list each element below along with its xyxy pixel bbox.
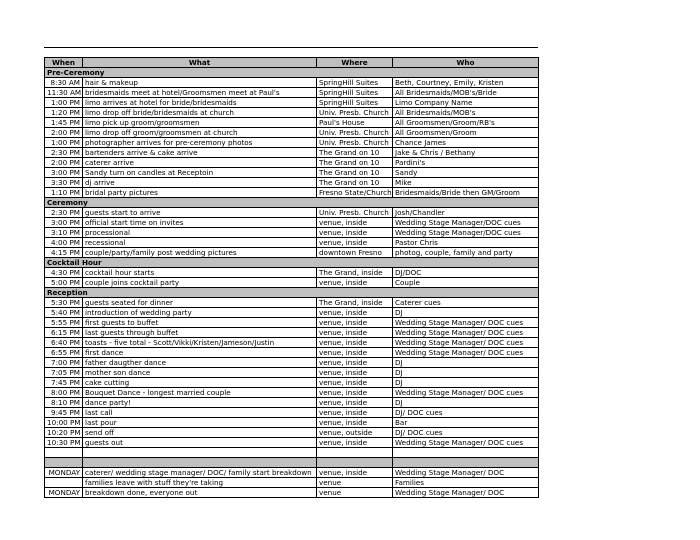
table-row: [45, 468, 539, 478]
cell-who: Wedding Stage Manager/DOC cues: [393, 228, 539, 238]
cell-where: downtown Fresno: [317, 248, 393, 258]
cell-when: [45, 478, 83, 488]
cell-when: 10:00 PM: [45, 418, 83, 428]
cell-where: venue, inside: [317, 358, 393, 368]
table-row: [45, 78, 539, 88]
cell-what: processional: [83, 228, 317, 238]
table-row: [45, 408, 539, 418]
blank-cell: [317, 458, 393, 468]
cell-what: recessional: [83, 238, 317, 248]
cell-what: first guests to buffet: [83, 318, 317, 328]
cell-what: bridesmaids meet at hotel/Groomsmen meet at Paul's: [83, 88, 317, 98]
cell-where: venue, inside: [317, 308, 393, 318]
table-row: [45, 268, 539, 278]
table-row: [45, 418, 539, 428]
cell-who: DJ: [393, 358, 539, 368]
cell-where: Fresno State/Church: [317, 188, 393, 198]
cell-where: SpringHill Suites: [317, 88, 393, 98]
cell-when: 3:10 PM: [45, 228, 83, 238]
table-row: [45, 248, 539, 258]
cell-who: Wedding Stage Manager/ DOC: [393, 468, 539, 478]
cell-where: The Grand on 10: [317, 158, 393, 168]
schedule-table: [44, 57, 539, 498]
cell-when: MONDAY: [45, 468, 83, 478]
cell-when: 7:45 PM: [45, 378, 83, 388]
table-row: [45, 128, 539, 138]
cell-when: 8:10 PM: [45, 398, 83, 408]
cell-when: 7:05 PM: [45, 368, 83, 378]
cell-who: Josh/Chandler: [393, 208, 539, 218]
cell-what: dj arrive: [83, 178, 317, 188]
cell-who: Wedding Stage Manager/ DOC cues: [393, 348, 539, 358]
cell-when: 2:00 PM: [45, 158, 83, 168]
table-row: [45, 438, 539, 448]
cell-who: Wedding Stage Manager/ DOC cues: [393, 388, 539, 398]
cell-where: venue, inside: [317, 418, 393, 428]
section-row: [45, 198, 539, 208]
cell-when: 7:00 PM: [45, 358, 83, 368]
spacer-cell: [45, 448, 83, 458]
cell-what: dance party!: [83, 398, 317, 408]
cell-where: The Grand on 10: [317, 178, 393, 188]
cell-who: Mike: [393, 178, 539, 188]
cell-where: SpringHill Suites: [317, 98, 393, 108]
cell-who: Families: [393, 478, 539, 488]
cell-who: Bar: [393, 418, 539, 428]
cell-when: 4:00 PM: [45, 238, 83, 248]
cell-when: 1:10 PM: [45, 188, 83, 198]
cell-when: 5:40 PM: [45, 308, 83, 318]
cell-what: last pour: [83, 418, 317, 428]
cell-where: Univ. Presb. Church: [317, 108, 393, 118]
table-row: [45, 388, 539, 398]
header-row: [45, 58, 539, 68]
cell-when: 3:30 PM: [45, 178, 83, 188]
cell-who: Wedding Stage Manager/ DOC cues: [393, 318, 539, 328]
schedule-sheet: [44, 47, 538, 498]
cell-when: 2:30 PM: [45, 208, 83, 218]
cell-when: 3:00 PM: [45, 218, 83, 228]
cell-where: venue, inside: [317, 228, 393, 238]
cell-where: venue, inside: [317, 278, 393, 288]
section-row: [45, 258, 539, 268]
spacer-row: [45, 448, 539, 458]
cell-who: DJ: [393, 308, 539, 318]
cell-what: hair & makeup: [83, 78, 317, 88]
cell-what: breakdown done, everyone out: [83, 488, 317, 498]
cell-when: 6:40 PM: [45, 338, 83, 348]
cell-where: venue, inside: [317, 408, 393, 418]
cell-who: Wedding Stage Manager/ DOC cues: [393, 438, 539, 448]
blank-cell: [45, 458, 83, 468]
cell-who: Wedding Stage Manager/ DOC cues: [393, 338, 539, 348]
cell-where: Paul's House: [317, 118, 393, 128]
blank-cell: [83, 458, 317, 468]
cell-where: venue: [317, 478, 393, 488]
cell-who: DJ/ DOC cues: [393, 408, 539, 418]
table-row: [45, 488, 539, 498]
table-row: [45, 318, 539, 328]
cell-what: limo pick up groom/groomsmen: [83, 118, 317, 128]
table-row: [45, 348, 539, 358]
cell-when: 5:00 PM: [45, 278, 83, 288]
table-row: [45, 108, 539, 118]
cell-who: Pardini's: [393, 158, 539, 168]
cell-where: venue, inside: [317, 368, 393, 378]
cell-what: mother son dance: [83, 368, 317, 378]
table-row: [45, 478, 539, 488]
header-what: What: [83, 58, 317, 68]
table-row: [45, 278, 539, 288]
table-row: [45, 378, 539, 388]
cell-what: photographer arrives for pre-ceremony photos: [83, 138, 317, 148]
cell-what: Bouquet Dance - longest married couple: [83, 388, 317, 398]
cell-where: venue, inside: [317, 388, 393, 398]
spacer-cell: [317, 448, 393, 458]
cell-when: 10:20 PM: [45, 428, 83, 438]
cell-when: 2:30 PM: [45, 148, 83, 158]
blank-row: [45, 458, 539, 468]
cell-what: limo arrives at hotel for bride/bridesmaids: [83, 98, 317, 108]
cell-what: introduction of wedding party: [83, 308, 317, 318]
table-row: [45, 228, 539, 238]
cell-who: DJ/ DOC cues: [393, 428, 539, 438]
header-where: Where: [317, 58, 393, 68]
cell-where: venue, inside: [317, 318, 393, 328]
table-row: [45, 398, 539, 408]
table-row: [45, 328, 539, 338]
cell-what: cake cutting: [83, 378, 317, 388]
top-rule: [44, 47, 538, 48]
cell-when: 4:30 PM: [45, 268, 83, 278]
cell-where: venue, inside: [317, 238, 393, 248]
table-row: [45, 208, 539, 218]
cell-who: Wedding Stage Manager/ DOC: [393, 488, 539, 498]
cell-who: Chance James: [393, 138, 539, 148]
cell-who: Beth, Courtney, Emily, Kristen: [393, 78, 539, 88]
cell-what: bartenders arrive & cake arrive: [83, 148, 317, 158]
table-row: [45, 168, 539, 178]
table-row: [45, 428, 539, 438]
cell-what: guests seated for dinner: [83, 298, 317, 308]
cell-where: venue: [317, 488, 393, 498]
section-row: [45, 288, 539, 298]
cell-where: venue, inside: [317, 328, 393, 338]
cell-what: limo drop off groom/groomsmen at church: [83, 128, 317, 138]
cell-what: caterer arrive: [83, 158, 317, 168]
table-row: [45, 358, 539, 368]
table-row: [45, 368, 539, 378]
cell-what: last guests through buffet: [83, 328, 317, 338]
cell-when: 6:55 PM: [45, 348, 83, 358]
cell-when: MONDAY: [45, 488, 83, 498]
spacer-cell: [83, 448, 317, 458]
cell-when: 9:45 PM: [45, 408, 83, 418]
cell-who: All Groomsmen/Groom/RB's: [393, 118, 539, 128]
cell-where: venue, inside: [317, 338, 393, 348]
table-row: [45, 298, 539, 308]
cell-who: All Groomsmen/Groom: [393, 128, 539, 138]
cell-when: 10:30 PM: [45, 438, 83, 448]
table-row: [45, 138, 539, 148]
cell-who: DJ: [393, 398, 539, 408]
cell-where: venue, inside: [317, 438, 393, 448]
section-label: Reception: [45, 288, 539, 298]
cell-what: last call: [83, 408, 317, 418]
cell-who: Bridesmaids/Bride then GM/Groom: [393, 188, 539, 198]
cell-who: Wedding Stage Manager/DOC cues: [393, 218, 539, 228]
table-row: [45, 338, 539, 348]
cell-who: All Bridesmaids/MOB's: [393, 108, 539, 118]
cell-when: 1:45 PM: [45, 118, 83, 128]
cell-when: 5:30 PM: [45, 298, 83, 308]
cell-when: 8:00 PM: [45, 388, 83, 398]
table-row: [45, 218, 539, 228]
table-row: [45, 98, 539, 108]
cell-when: 4:15 PM: [45, 248, 83, 258]
cell-what: caterer/ wedding stage manager/ DOC/ family start breakdown: [83, 468, 317, 478]
cell-who: DJ: [393, 368, 539, 378]
cell-where: SpringHill Suites: [317, 78, 393, 88]
table-row: [45, 158, 539, 168]
cell-where: venue, inside: [317, 468, 393, 478]
cell-who: DJ: [393, 378, 539, 388]
cell-when: 1:00 PM: [45, 98, 83, 108]
table-row: [45, 88, 539, 98]
cell-what: send off: [83, 428, 317, 438]
cell-where: venue, inside: [317, 378, 393, 388]
cell-where: venue, inside: [317, 348, 393, 358]
cell-what: bridal party pictures: [83, 188, 317, 198]
header-who: Who: [393, 58, 539, 68]
header-when: When: [45, 58, 83, 68]
cell-what: couple joins cocktail party: [83, 278, 317, 288]
cell-where: The Grand, inside: [317, 268, 393, 278]
section-row: [45, 68, 539, 78]
schedule-body: [45, 68, 539, 498]
cell-what: couple/party/family post wedding pictures: [83, 248, 317, 258]
cell-who: Sandy: [393, 168, 539, 178]
blank-cell: [393, 458, 539, 468]
cell-when: 11:30 AM: [45, 88, 83, 98]
section-label: Pre-Ceremony: [45, 68, 539, 78]
cell-what: guests out: [83, 438, 317, 448]
cell-when: 5:55 PM: [45, 318, 83, 328]
cell-what: limo drop off bride/bridesmaids at church: [83, 108, 317, 118]
section-label: Ceremony: [45, 198, 539, 208]
cell-who: All Bridesmaids/MOB's/Bride: [393, 88, 539, 98]
cell-what: official start time on invites: [83, 218, 317, 228]
table-row: [45, 118, 539, 128]
cell-where: The Grand on 10: [317, 148, 393, 158]
cell-when: 8:30 AM: [45, 78, 83, 88]
cell-what: families leave with stuff they're taking: [83, 478, 317, 488]
spacer-cell: [393, 448, 539, 458]
table-row: [45, 238, 539, 248]
cell-where: Univ. Presb. Church: [317, 138, 393, 148]
cell-who: Pastor Chris: [393, 238, 539, 248]
table-row: [45, 188, 539, 198]
cell-what: first dance: [83, 348, 317, 358]
cell-where: The Grand on 10: [317, 168, 393, 178]
cell-when: 6:15 PM: [45, 328, 83, 338]
cell-when: 3:00 PM: [45, 168, 83, 178]
cell-where: venue, inside: [317, 218, 393, 228]
cell-what: Sandy turn on candles at Receptoin: [83, 168, 317, 178]
table-row: [45, 148, 539, 158]
cell-what: father daugther dance: [83, 358, 317, 368]
cell-where: The Grand, inside: [317, 298, 393, 308]
cell-where: venue, inside: [317, 398, 393, 408]
table-row: [45, 308, 539, 318]
cell-who: Limo Company Name: [393, 98, 539, 108]
cell-when: 2:00 PM: [45, 128, 83, 138]
cell-who: Couple: [393, 278, 539, 288]
cell-who: Wedding Stage Manager/ DOC cues: [393, 328, 539, 338]
cell-who: DJ/DOC: [393, 268, 539, 278]
cell-what: cocktail hour starts: [83, 268, 317, 278]
cell-what: guests start to arrive: [83, 208, 317, 218]
table-row: [45, 178, 539, 188]
section-label: Cocktail Hour: [45, 258, 539, 268]
cell-where: venue, outside: [317, 428, 393, 438]
cell-who: Jake & Chris / Bethany: [393, 148, 539, 158]
cell-where: Univ. Presb. Church: [317, 128, 393, 138]
cell-when: 1:00 PM: [45, 138, 83, 148]
cell-what: toasts - five total - Scott/Vikki/Kristen/Jameson/Justin: [83, 338, 317, 348]
cell-where: Univ. Presb. Church: [317, 208, 393, 218]
cell-who: Caterer cues: [393, 298, 539, 308]
cell-who: photog, couple, family and party: [393, 248, 539, 258]
cell-when: 1:20 PM: [45, 108, 83, 118]
